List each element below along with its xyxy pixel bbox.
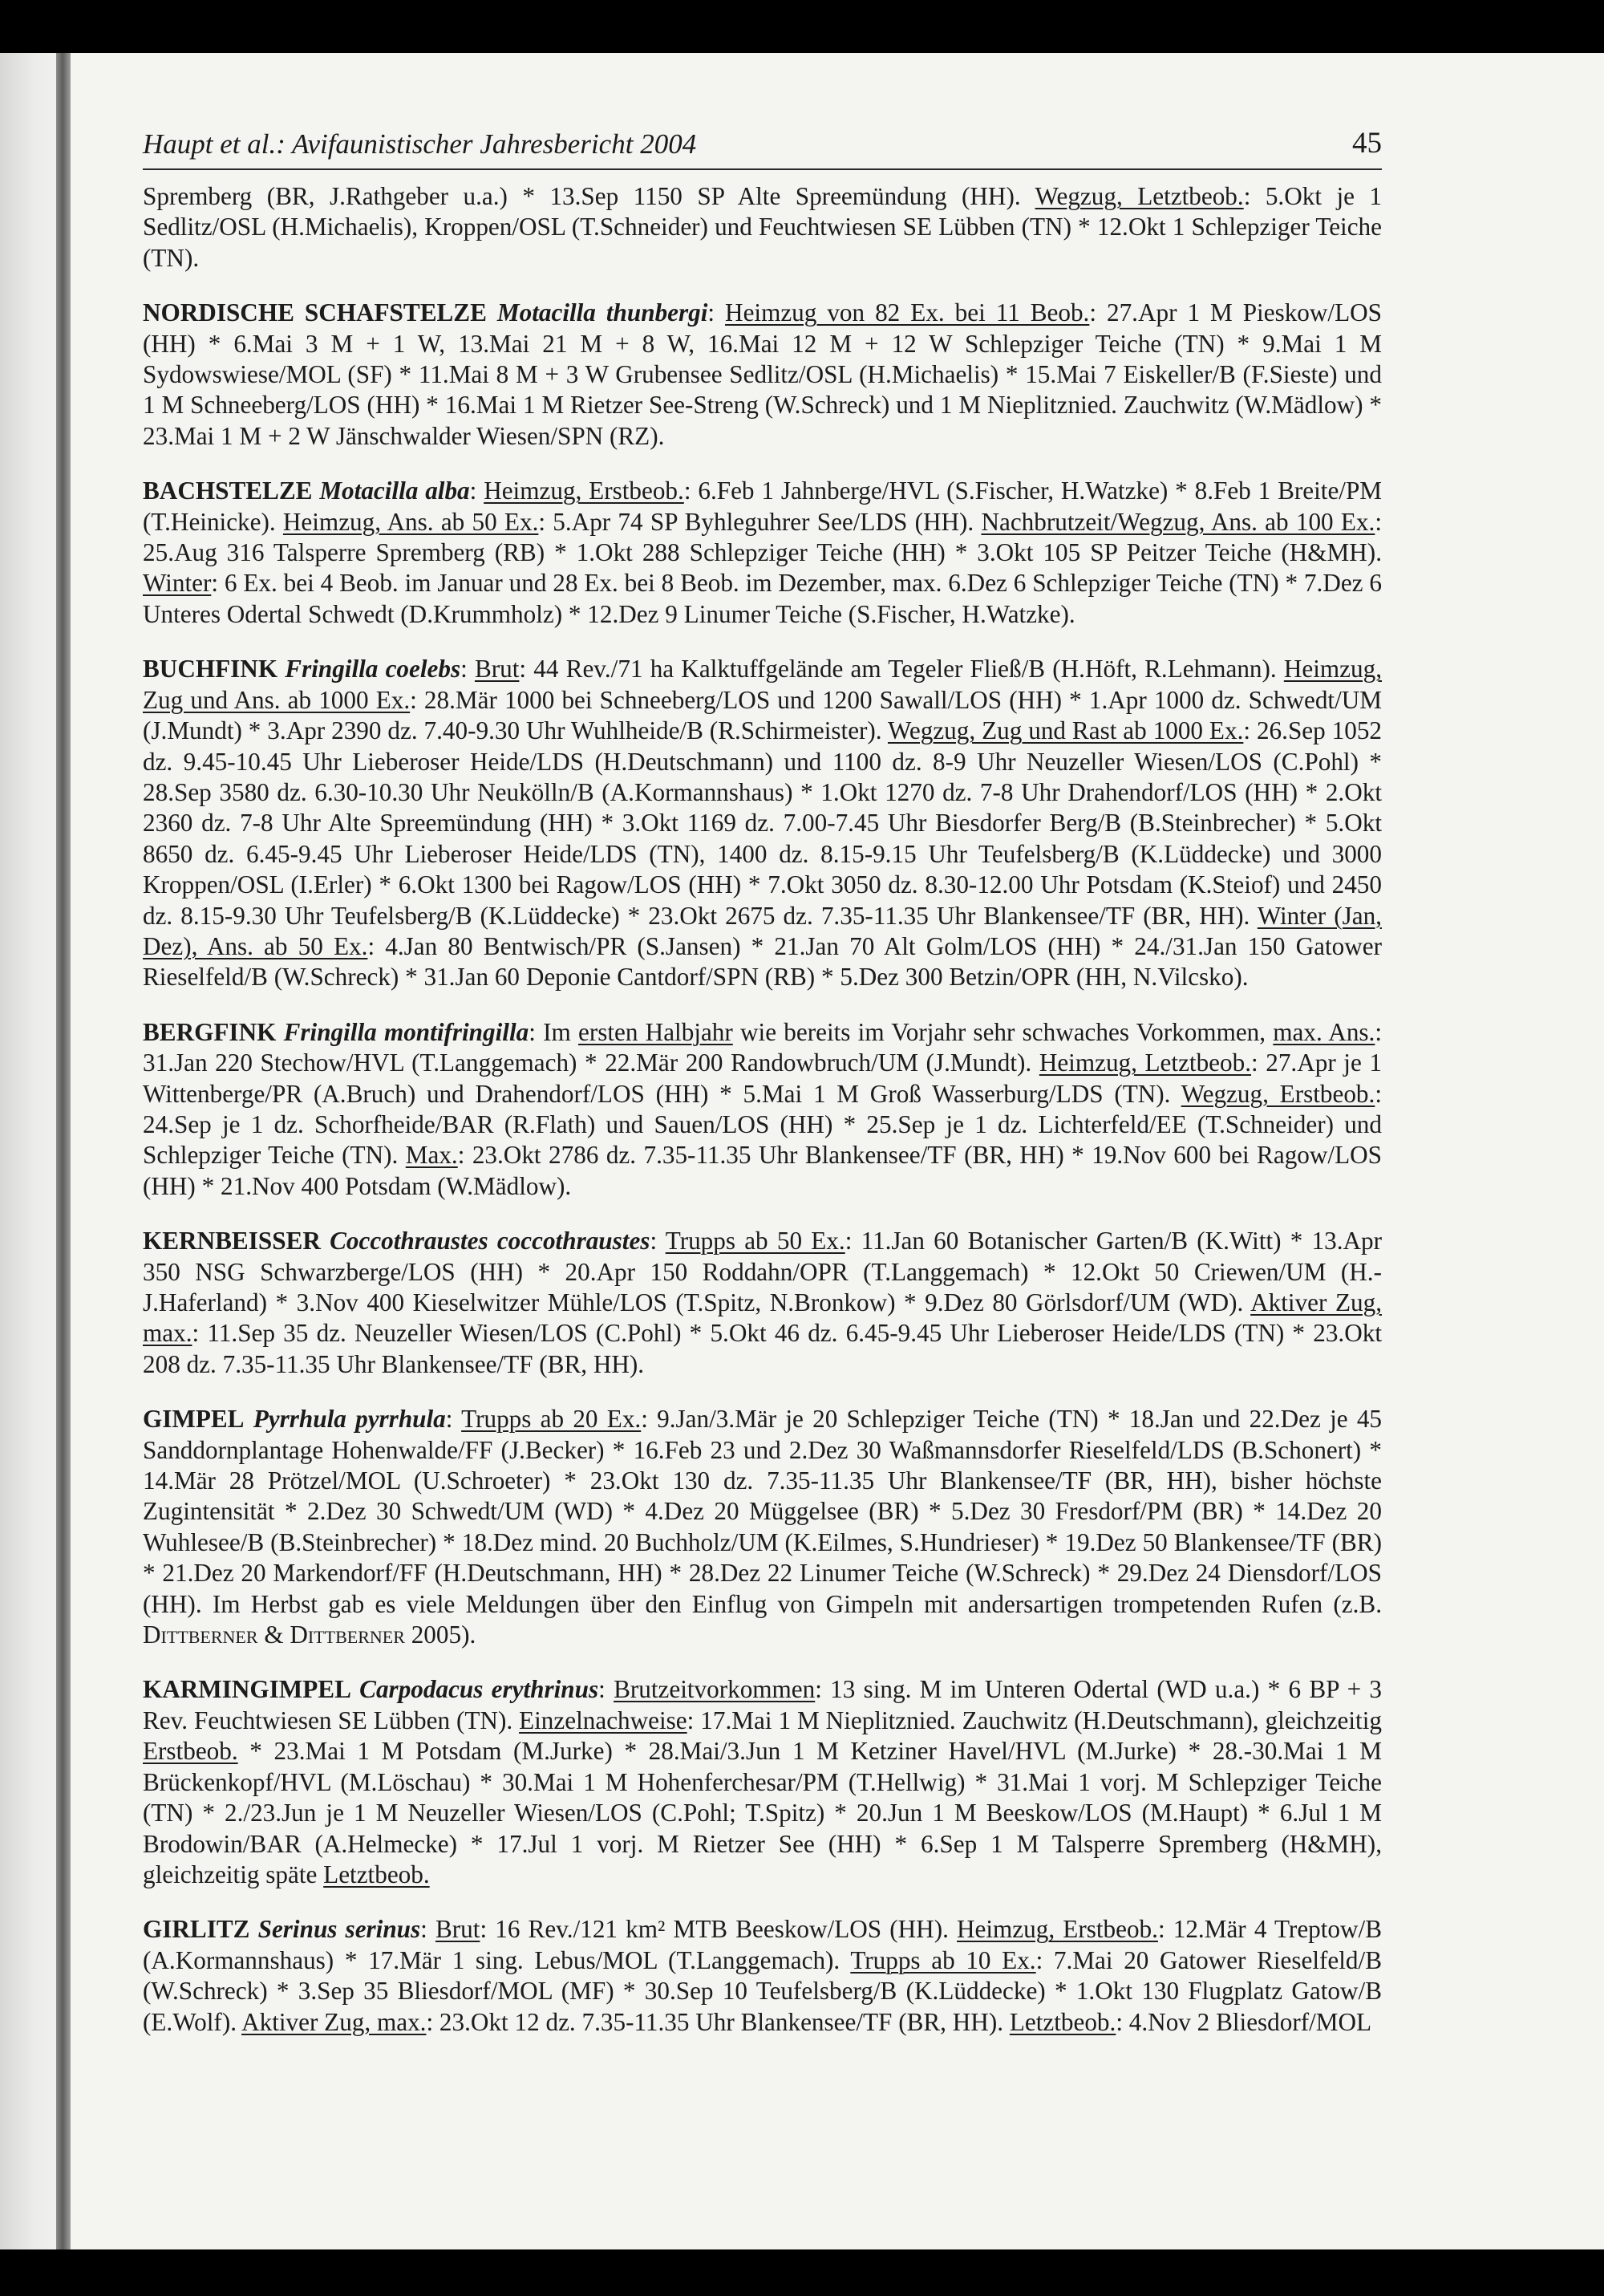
- entry-text: : 25.Aug 316 Talsperre Spremberg (RB) * 1.Okt 288 Schlepziger Teiche (HH) * 3.Okt 105 SP Peitzer Teiche (H&MH).: [143, 507, 1382, 567]
- section-label: Trupps ab 10 Ex.: [850, 1945, 1036, 1974]
- entry-text: : 23.Okt 12 dz. 7.35-11.35 Uhr Blankensee/TF (BR, HH).: [426, 2007, 1010, 2036]
- entry-text: : 5.Apr 74 SP Byhleguhrer See/LDS (HH).: [538, 507, 982, 536]
- entry-text: :: [420, 1915, 435, 1944]
- species-entry: [143, 1226, 1382, 1380]
- entry-text: : 6 Ex. bei 4 Beob. im Januar und 28 Ex. bei 8 Beob. im Dezember, max. 6.Dez 6 Schlepziger Teiche (TN) * 7.Dez 6 Unteres Odertal Schwedt (D.Krummholz) * 12.Dez 9 Linumer Teiche (S.Fischer, H.Watzke).: [143, 569, 1382, 628]
- entry-text: : 23.Okt 2786 dz. 7.35-11.35 Uhr Blankensee/TF (BR, HH) * 19.Nov 600 bei Ragow/LOS (HH) * 21.Nov 400 Potsdam (W.Mädlow).: [143, 1141, 1382, 1200]
- section-label: Max.: [405, 1141, 458, 1170]
- facing-page-edge: [0, 53, 56, 2249]
- section-label: Brut: [474, 655, 520, 684]
- species-latin-name: Motacilla alba: [319, 477, 470, 505]
- entry-text: :: [598, 1675, 614, 1704]
- section-label: max. Ans.: [1273, 1017, 1375, 1046]
- section-label: Aktiver Zug, max.: [143, 1288, 1382, 1348]
- section-label: Winter (Jan, Dez), Ans. ab 50 Ex.: [143, 901, 1382, 960]
- species-entry: [143, 1404, 1382, 1650]
- entry-text: : 5.Okt je 1 Sedlitz/OSL (H.Michaelis), Kroppen/OSL (T.Schneider) und Feuchtwiesen SE Lübben (TN) * 12.Okt 1 Schlepziger Teiche (TN).: [143, 182, 1383, 272]
- species-latin-name: Coccothraustes coccothraustes: [330, 1227, 650, 1255]
- species-entry: [143, 1017, 1382, 1202]
- entry-text: : 17.Mai 1 M Nieplitznied. Zauchwitz (H.Deutschmann), gleichzeitig: [687, 1706, 1382, 1734]
- section-label: Brut: [435, 1915, 480, 1944]
- species-entry: [143, 1674, 1382, 1890]
- entry-text: : 27.Apr je 1 Wittenberge/PR (A.Bruch) und Drahendorf/LOS (HH) * 5.Mai 1 M Groß Wasserburg/LDS (TN).: [143, 1049, 1382, 1108]
- section-label: Aktiver Zug, max.: [241, 2007, 427, 2036]
- species-name: KARMINGIMPEL: [143, 1675, 351, 1704]
- running-header: [143, 122, 1382, 170]
- citation-author: Dittberner: [143, 1621, 258, 1649]
- species-name: NORDISCHE SCHAFSTELZE: [143, 298, 487, 327]
- section-label: Heimzug, Ans. ab 50 Ex.: [282, 507, 539, 536]
- section-label: Wegzug, Erstbeob.: [1181, 1079, 1375, 1108]
- section-label: Winter: [143, 569, 212, 598]
- header-rule: [143, 168, 1382, 170]
- entry-text: : 6.Feb 1 Jahnberge/HVL (S.Fischer, H.Watzke) * 8.Feb 1 Breite/PM (T.Heinicke).: [143, 477, 1383, 536]
- section-label: Heimzug, Letztbeob.: [1039, 1049, 1251, 1077]
- species-name: BUCHFINK: [143, 655, 278, 684]
- entry-text: : 11.Jan 60 Botanischer Garten/B (K.Witt) * 13.Apr 350 NSG Schwarzberge/LOS (HH) * 20.Apr 150 Roddahn/OPR (T.Langgemach) * 12.Okt 50 Criewen/UM (H.-J.Haferland) * 3.Nov 400 Kieselwitzer Mühle/LOS (T.Spitz, N.Bronkow) * 9.Dez 80 Görlsdorf/UM (WD).: [143, 1227, 1383, 1316]
- species-entry: [143, 298, 1382, 452]
- entry-text: wie bereits im Vorjahr sehr schwaches Vorkommen,: [732, 1017, 1274, 1046]
- book-gutter: [56, 53, 71, 2249]
- species-latin-name: Serinus serinus: [257, 1915, 421, 1944]
- entry-text: Spremberg (BR, J.Rathgeber u.a.) * 13.Sep 1150 SP Alte Spreemündung (HH).: [143, 182, 1035, 210]
- entry-text: : 7.Mai 20 Gatower Rieselfeld/B (W.Schreck) * 3.Sep 35 Bliesdorf/MOL (MF) * 30.Sep 10 Teufelsberg/B (K.Lüddecke) * 1.Okt 130 Flugplatz Gatow/B (E.Wolf).: [143, 1945, 1382, 2036]
- entry-text: :: [460, 655, 475, 684]
- entry-text: : 28.Mär 1000 bei Schneeberg/LOS und 1200 Sawall/LOS (HH) * 1.Apr 1000 dz. Schwedt/UM (J.Mundt) * 3.Apr 2390 dz. 7.40-9.30 Uhr Wuhlheide/B (R.Schirmeister).: [143, 685, 1383, 745]
- species-name: GIRLITZ: [143, 1915, 250, 1944]
- section-label: Brutzeitvorkommen: [614, 1675, 816, 1704]
- entry-text: : 4.Jan 80 Bentwisch/PR (S.Jansen) * 21.Jan 70 Alt Golm/LOS (HH) * 24./31.Jan 150 Gatower Rieselfeld/B (W.Schreck) * 31.Jan 60 Deponie Cantdorf/SPN (RB) * 5.Dez 300 Betzin/OPR (HH, N.Vilcsko).: [143, 931, 1382, 992]
- species-latin-name: Motacilla thunbergi: [496, 298, 708, 327]
- entry-text: : 24.Sep je 1 dz. Schorfheide/BAR (R.Flath) und Sauen/LOS (HH) * 25.Sep je 1 dz. Lichterfeld/EE (T.Schneider) und Schlepziger Teiche (TN).: [143, 1079, 1382, 1170]
- section-label: Trupps ab 50 Ex.: [665, 1227, 845, 1255]
- section-label: Heimzug, Erstbeob.: [957, 1915, 1158, 1944]
- citation-author: Dittberner: [290, 1621, 405, 1649]
- entry-text: &: [257, 1621, 290, 1649]
- section-label: Einzelnachweise: [519, 1706, 687, 1734]
- section-label: ersten Halbjahr: [577, 1017, 733, 1046]
- entry-text: : 4.Nov 2 Bliesdorf/MOL: [1116, 2007, 1372, 2036]
- species-name: KERNBEISSER: [143, 1227, 321, 1255]
- section-label: Wegzug, Letztbeob.: [1035, 182, 1244, 210]
- running-title: Haupt et al.: Avifaunistischer Jahresbericht 2004: [143, 128, 697, 160]
- entry-text: :: [707, 298, 726, 327]
- species-entry: [143, 476, 1382, 630]
- entry-text: : 27.Apr 1 M Pieskow/LOS (HH) * 6.Mai 3 M + 1 W, 13.Mai 21 M + 8 W, 16.Mai 12 M + 12 W Schlepziger Teiche (TN) * 9.Mai 1 M Sydowswiese/MOL (SF) * 11.Mai 8 M + 3 W Grubensee Sedlitz/OSL (H.Michaelis) * 15.Mai 7 Eiskeller/B (F.Sieste) und 1 M Schneeberg/LOS (HH) * 16.Mai 1 M Rietzer See-Streng (W.Schreck) und 1 M Nieplitznied. Zauchwitz (W.Mädlow) * 23.Mai 1 M + 2 W Jänschwalder Wiesen/SPN (RZ).: [143, 298, 1382, 450]
- species-entry: [143, 654, 1382, 992]
- entry-text: : 12.Mär 4 Treptow/B (A.Kormannshaus) * 17.Mär 1 sing. Lebus/MOL (T.Langgemach).: [143, 1915, 1383, 1974]
- entry-text: :: [650, 1227, 666, 1255]
- species-name: GIMPEL: [143, 1405, 245, 1434]
- entry-text: : 26.Sep 1052 dz. 9.45-10.45 Uhr Lieberoser Heide/LDS (H.Deutschmann) und 1100 dz. 8-9 Uhr Neuzeller Wiesen/LOS (C.Pohl) * 28.Sep 3580 dz. 6.30-10.30 Uhr Neukölln/B (A.Kormannshaus) * 1.Okt 1270 dz. 7-8 Uhr Drahendorf/LOS (HH) * 2.Okt 2360 dz. 7-8 Uhr Alte Spreemündung (HH) * 3.Okt 1169 dz. 7.00-7.45 Uhr Biesdorfer Berg/B (B.Steinbrecher) * 5.Okt 8650 dz. 6.45-9.45 Uhr Lieberoser Heide/LDS (TN), 1400 dz. 8.15-9.15 Uhr Teufelsberg/B (K.Lüddecke) und 3000 Kroppen/OSL (I.Erler) * 6.Okt 1300 bei Ragow/LOS (HH) * 7.Okt 3050 dz. 8.30-12.00 Uhr Potsdam (K.Steiof) und 2450 dz. 8.15-9.30 Uhr Teufelsberg/B (K.Lüddecke) * 23.Okt 2675 dz. 7.35-11.35 Uhr Blankensee/TF (BR, HH).: [143, 716, 1383, 930]
- entry-text: :: [469, 477, 484, 505]
- species-name: BACHSTELZE: [143, 477, 313, 505]
- entry-text: : Im: [529, 1017, 578, 1046]
- section-label: Nachbrutzeit/Wegzug, Ans. ab 100 Ex.: [981, 507, 1375, 536]
- species-latin-name: Carpodacus erythrinus: [359, 1675, 599, 1704]
- section-label: Heimzug, Erstbeob.: [484, 477, 684, 505]
- species-latin-name: Fringilla montifringilla: [283, 1017, 529, 1046]
- section-label: Letztbeob.: [323, 1860, 430, 1888]
- entry-text: : 31.Jan 220 Stechow/HVL (T.Langgemach) * 22.Mär 200 Randowbruch/UM (J.Mundt).: [143, 1017, 1383, 1077]
- entry-text: : 16 Rev./121 km² MTB Beeskow/LOS (HH).: [480, 1915, 958, 1944]
- section-label: Letztbeob.: [1009, 2007, 1116, 2036]
- entry-text: :: [445, 1405, 462, 1434]
- section-label: Trupps ab 20 Ex.: [461, 1405, 642, 1434]
- species-entry: [143, 1914, 1382, 2038]
- section-label: Heimzug, Zug und Ans. ab 1000 Ex.: [143, 655, 1382, 714]
- entry-text: * 23.Mai 1 M Potsdam (M.Jurke) * 28.Mai/3.Jun 1 M Ketziner Havel/HVL (M.Jurke) * 28.-30.Mai 1 M Brückenkopf/HVL (M.Löschau) * 30.Mai 1 M Hohenferchesar/PM (T.Hellwig) * 31.Mai 1 vorj. M Schlepziger Teiche (TN) * 2./23.Jun je 1 M Neuzeller Wiesen/LOS (C.Pohl; T.Spitz) * 20.Jun 1 M Beeskow/LOS (M.Haupt) * 6.Jul 1 M Brodowin/BAR (A.Helmecke) * 17.Jul 1 vorj. M Rietzer See (HH) * 6.Sep 1 M Talsperre Spremberg (H&MH), gleichzeitig späte: [143, 1737, 1382, 1888]
- species-name: BERGFINK: [143, 1017, 277, 1046]
- entry-text: 2005).: [404, 1621, 476, 1649]
- section-label: Heimzug von 82 Ex. bei 11 Beob.: [725, 298, 1090, 327]
- entry-text: : 11.Sep 35 dz. Neuzeller Wiesen/LOS (C.Pohl) * 5.Okt 46 dz. 6.45-9.45 Uhr Lieberoser Heide/LDS (TN) * 23.Okt 208 dz. 7.35-11.35 Uhr Blankensee/TF (BR, HH).: [143, 1319, 1382, 1378]
- body-text: [143, 181, 1382, 2062]
- scan-border-bottom: [0, 2249, 1604, 2296]
- page-number: 45: [1352, 127, 1382, 160]
- species-latin-name: Fringilla coelebs: [285, 655, 461, 684]
- species-latin-name: Pyrrhula pyrrhula: [253, 1405, 446, 1434]
- entry-text: : 44 Rev./71 ha Kalktuffgelände am Tegeler Fließ/B (H.Höft, R.Lehmann).: [519, 655, 1284, 684]
- entry-text: : 13 sing. M im Unteren Odertal (WD u.a.) * 6 BP + 3 Rev. Feuchtwiesen SE Lübben (TN).: [143, 1675, 1383, 1734]
- scan-border-top: [0, 0, 1604, 53]
- section-label: Erstbeob.: [143, 1737, 238, 1766]
- entry-text: : 9.Jan/3.Mär je 20 Schlepziger Teiche (TN) * 18.Jan und 22.Dez je 45 Sanddornplantage Hohenwalde/FF (J.Becker) * 16.Feb 23 und 2.Dez 30 Waßmannsdorfer Rieselfeld/LDS (B.Schonert) * 14.Mär 28 Prötzel/MOL (U.Schroeter) * 23.Okt 130 dz. 7.35-11.35 Uhr Blankensee/TF (BR, HH), bisher höchste Zugintensität * 2.Dez 30 Schwedt/UM (WD) * 4.Dez 20 Müggelsee (BR) * 5.Dez 30 Fresdorf/PM (BR) * 14.Dez 20 Wuhlesee/B (B.Steinbrecher) * 18.Dez mind. 20 Buchholz/UM (K.Eilmes, S.Hundrieser) * 19.Dez 50 Blankensee/TF (BR) * 21.Dez 20 Markendorf/FF (H.Deutschmann, HH) * 28.Dez 22 Linumer Teiche (W.Schreck) * 29.Dez 24 Diensdorf/LOS (HH). Im Herbst gab es viele Meldungen über den Einflug von Gimpeln mit andersartigen trompetenden Rufen (z.B.: [143, 1405, 1383, 1618]
- section-label: Wegzug, Zug und Rast ab 1000 Ex.: [887, 716, 1244, 745]
- entry-continuation: [143, 181, 1382, 274]
